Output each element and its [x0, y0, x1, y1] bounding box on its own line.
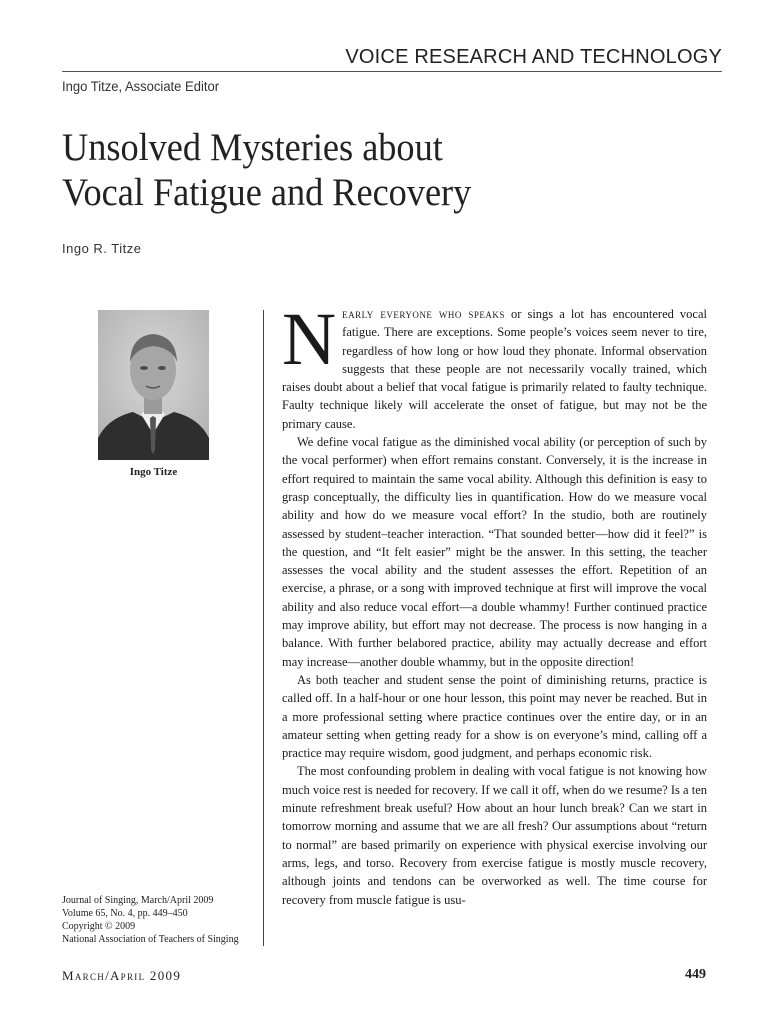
portrait-illustration — [98, 310, 209, 460]
citation-block — [62, 894, 262, 946]
paragraph: The most confounding problem in dealing with vocal fatigue is not knowing how much voice rest is needed for recovery. If we call it off, when do we resume? Is a ten minute refreshment break useful? How about an hour lunch break? Can we start in tomorrow morning and assume that we are all fresh? Our assumptions about “return to normal” are based primarily on experience with physical exercise involving our arms, legs, and torso. Recovery from exercise fatigue is mostly muscle recovery, although joints and tendons can be overworked as well. The time course for recovery from muscle fatigue is usu- — [282, 764, 707, 907]
paragraph-text: or sings a lot has encountered vocal fatigue. There are exceptions. Some people’s voices seem never to tire, regardless of how long or how loud they phonate. Informal observation suggests that these people are not necessarily vocally trained, which raises doubt about a belief that vocal fatigue is primarily related to faulty technique. Faulty technique likely will accelerate the onset of fatigue, but may not be the primary cause. — [282, 307, 707, 431]
associate-editor: Ingo Titze, Associate Editor — [62, 78, 220, 94]
article-title — [62, 125, 546, 215]
column-divider — [263, 310, 264, 946]
footer-date: March/April 2009 — [62, 968, 182, 983]
citation-volume: Volume 65, No. 4, pp. 449–450 — [62, 908, 188, 919]
author-byline: Ingo R. Titze — [62, 241, 142, 256]
paragraph: As both teacher and student sense the point of diminishing returns, practice is called off. In a half-hour or one hour lesson, this point may never be reached. But in a more professional setting where practice continues over the entire day, or in an amateur setting when getting ready for a show is on everyone’s mind, calling off a practice may require wisdom, good judgment, and perhaps economic risk. — [282, 672, 707, 761]
title-line-2: Vocal Fatigue and Recovery — [62, 171, 472, 214]
citation-publisher: National Association of Teachers of Singing — [62, 934, 239, 945]
paragraph — [282, 298, 707, 433]
lead-in: early everyone who speaks — [342, 307, 505, 321]
page-number: 449 — [685, 967, 706, 982]
header-rule — [62, 71, 722, 72]
title-line-1: Unsolved Mysteries about — [62, 126, 443, 169]
article-body — [282, 298, 707, 909]
photo-caption: Ingo Titze — [129, 466, 178, 478]
paragraph: We define vocal fatigue as the diminished vocal ability (or perception of such by the vocal performer) when effort remains constant. Conversely, it is the increase in effort required to maintain the same vocal ability. Although this definition is easy to grasp conceptually, the difficulty lies in quantification. How do we measure vocal ability and how do we measure vocal effort? In the studio, both are routinely assessed by student–teacher interaction. “That sounded better—how did it feel?” is the question, and “It felt easier” might be the answer. In this setting, the teacher assesses the vocal ability and the student assesses the effort. Repetition of an exercise, a phrase, or a song with improved technique at first will improve the vocal ability and also reduce vocal effort—a double whammy! Further continued practice may improve ability, but effort may not decrease. The process is now hanging in a balance. With further belabored practice, ability may actually decrease and effort may increase—another double whammy, but in the opposite direction! — [282, 435, 707, 669]
author-portrait — [98, 310, 209, 460]
citation-copyright: Copyright © 2009 — [62, 921, 136, 932]
drop-cap: N — [282, 298, 337, 381]
citation-journal: Journal of Singing, March/April 2009 — [62, 895, 214, 906]
section-label: VOICE RESEARCH AND TECHNOLOGY — [345, 46, 722, 68]
